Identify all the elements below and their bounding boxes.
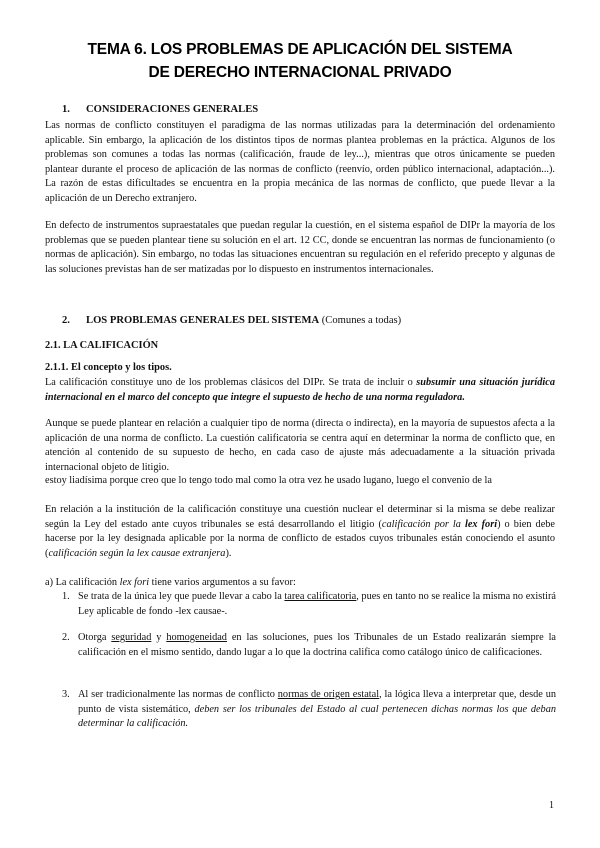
list-item-text: , pues en tanto no se realice la misma no existirá Ley aplicable de fondo -lex causae-. [78,591,556,617]
lex-fori-term: lex fori [465,518,498,530]
list-item [62,631,557,660]
lex-fori-text-b: ) o bien debe hacerse por la ley designada aplicable por la norma de conflicto de estados cuyos tribunales están conociendo el asunto ( [45,518,555,559]
definition-text: La calificación constituye uno de los problemas clásicos del DIPr. Se trata de incluir o [45,377,417,388]
list-intro-text-a: a) La calificación [45,577,120,588]
section-1-number: 1. [62,104,70,115]
section-2-note: (Comunes a todas) [319,315,402,326]
subsection-heading: 2.1. LA CALIFICACIÓN [45,340,159,351]
lex-fori-text-a: En relación a la institución de la calificación constituye una cuestión nuclear el determinar si la misma se debe realizar según la Ley del estado ante cuyos tribunales se está desarrollando el litigio ( [45,504,555,530]
list-item-text: Al ser tradicionalmente las normas de conflicto [78,689,278,700]
lex-causae-italic: calificación según la lex causae extranjera [48,547,226,559]
section-2-number: 2. [62,315,70,326]
list-item-number: 2. [62,632,70,643]
subsubsection-heading: 2.1.1. El concepto y los tipos. [45,362,172,373]
list-intro [45,576,555,591]
qualification-scope-paragraph: Aunque se puede plantear en relación a cualquier tipo de norma (directa o indirecta), en la mayoría de supuestos afecta a la aplicación de una norma de conflicto. La cuestión calificatoria se centra aquí en determinar la norma de conflicto que, en atención al contenido de su supuesto de hecho, en cada caso de ajuste más adecuadamente a la situación privada internacional objeto de litigio. [45,418,555,473]
list-item-text: en las soluciones, pues los Tribunales de un Estado realizarán siempre la calificación en el mismo sentido, dando lugar a lo que la doctrina califica como catálogo único de calificaciones. [78,632,557,658]
definition-emphasis: subsumir una situación jurídica internacional en el marco del concepto que integre el supuesto de hecho de una norma reguladora. [45,377,555,403]
list-item-underline: normas de origen estatal [277,689,380,700]
section-2-title: LOS PROBLEMAS GENERALES DEL SISTEMA [86,315,320,326]
section-2-heading [62,315,401,326]
qualification-definition-paragraph [45,376,555,405]
list-item-underline: seguridad [111,632,152,643]
list-item-text: y [151,632,167,643]
list-item-text: Otorga [78,632,112,643]
lex-fori-italic-1: calificación por la [381,518,465,530]
lex-fori-question-paragraph [45,503,555,561]
section-1-paragraph-1: Las normas de conflicto constituyen el paradigma de las normas utilizadas para la determinación del ordenamiento aplicable. Sin embargo, la aplicación de los distintos tipos de normas plantea problemas en la práctica. Algunos de los problemas son comunes a todas las normas (calificación, fraude de ley...), mientras que otros únicamente se pueden plantear durante el proceso de aplicación de las normas de conflicto (reenvío, orden público internacional, adaptación...). La razón de estas dificultades se encuentra en la propia mecánica de las normas de conflicto, que puede llevar a la aplicación de un Derecho extranjero. [45,120,555,204]
list-item-underline: tarea calificatoria [284,591,357,602]
list-item-italic: deben ser los tribunales del Estado al cual pertenecen dichas normas los que deban determinar la calificación. [78,703,556,730]
student-note: estoy liadísima porque creo que lo tengo todo mal como la otra vez he usado lugano, luego el convenio de la [45,475,492,486]
list-item-text: Se trata de la única ley que puede llevar a cabo la [78,591,285,602]
section-1-title: CONSIDERACIONES GENERALES [86,104,259,115]
list-intro-term: lex fori [119,577,150,588]
document-title-line-2: DE DERECHO INTERNACIONAL PRIVADO [148,64,452,81]
page-number: 1 [549,800,554,811]
list-item-text: , la lógica lleva a interpretar que, desde un punto de vista sistemático, [78,689,556,715]
list-item [62,688,556,732]
list-item-underline: homogeneidad [166,632,227,643]
list-item-number: 1. [62,591,70,602]
list-intro-text-b: tiene varios argumentos a su favor: [149,577,296,588]
section-1-paragraph-2: En defecto de instrumentos supraestatales que puedan regular la cuestión, en el sistema español de DIPr la mayoría de los problemas que se pueden plantear tiene su solución en el art. 12 CC, donde se encuentran las normas de funcionamiento (o normas de aplicación). Sin embargo, no todas las situaciones encuentran su regulación en el referido precepto y algunas de las soluciones previstas han de ser matizadas por lo dispuesto en instrumentos internacionales. [45,220,555,275]
list-item-number: 3. [62,689,70,700]
document-title-line-1: TEMA 6. LOS PROBLEMAS DE APLICACIÓN DEL SISTEMA [87,41,513,58]
list-item [62,590,556,619]
lex-fori-text-c: ). [225,547,232,559]
section-1-heading [62,104,258,115]
